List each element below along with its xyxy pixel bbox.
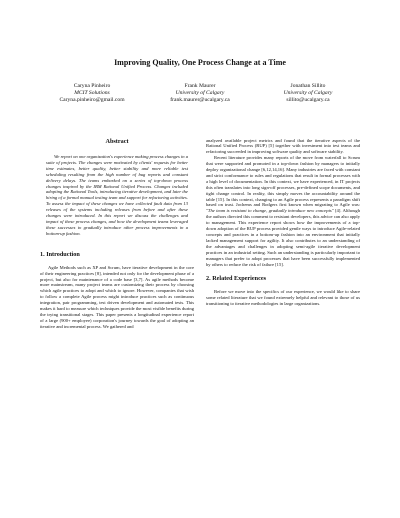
two-column-body: [40, 138, 360, 330]
introduction-paragraph: Agile Methods such as XP and Scrum, have iterative development in the core of their engineering practices [8], intended not only for the development phase of a project, but also for maintenance of a code base [3,7]. As agile methods become more mainstream, many project teams are customizing their process by choosing which agile practices to adopt and which to ignore. However, companies that wish to follow a complete Agile process might introduce practices such as continuous integration, pair programming, test driven development and automated tests. This makes it hard to measure which techniques provide the most visible benefits during the trying transitional stages. This paper presents a longitudinal experience report of a large (900+ employee) corporation's journey towards the goal of adopting an iterative and incremental process. We gathered and: [40, 264, 194, 329]
body-quote: "The team is resistant to change, gradually introduce new concepts": [206, 208, 334, 214]
body-paragraph: analyzed available project metrics and found that the iterative aspects of the Rational Unified Process (RUP) [5] together with investment into test teams and refactoring succeeded in improving software quality and software stability.: [206, 137, 360, 155]
body-text: [4]. Although the authors directed this comment to resistant developers, this advice can also apply to management. This experience report shows how the improvements of a top-down adoption of the RUP process provided gentle ways to introduce Agile-related concepts and practices in a bottom-up fashion into an environment that initially lacked management support for agility. It also contributes to an understanding of the advantages and challenges in adopting semi-agile iterative development practices in an industrial setting. Such an understanding is particularly important to managers that prefer to adopt processes that have been successfully implemented by others to reduce the risk of failure [15].: [206, 208, 360, 267]
author-block: [40, 83, 360, 104]
body-paragraph-with-quote: [206, 155, 360, 267]
author-name: Jonathan Sillito: [290, 83, 326, 89]
author-affiliation: University of Calgary: [283, 90, 333, 96]
author-1: [40, 83, 144, 104]
body-text: Recent literature provides many reports of the move from waterfall to Scrum that were supported and promoted in a top-down fashion by managers to initially deploy organizational change [6,12,14,16]. Many industries are faced with constant and strict conformance to rules and regulations that result in formal processes with a high level of documentation. In this context, we have experienced, in IT projects this often translates into long sign-off processes, pre-defined scope documents, and tight change control. In reality, this simply moves the accountability around the table [15]. In this context, changing to an Agile process represents a paradigm shift based on trust. Jochems and Rodgers first known when migrating to Agile was:: [206, 155, 360, 208]
author-affiliation: University of Calgary: [175, 90, 225, 96]
related-experiences-paragraph: Before we move into the specifics of our experience, we would like to share some related literature that we found extremely helpful and relevant to those of us transitioning to iterative methodologies in large organizations.: [206, 289, 360, 307]
author-2: [148, 83, 252, 104]
author-email: Caryna.pinheiro@gmail.com: [59, 97, 125, 103]
paper-title: Improving Quality, One Process Change at a Time: [114, 58, 286, 67]
introduction-heading: 1. Introduction: [40, 250, 80, 258]
author-affiliation: MCIT Solutions: [74, 90, 110, 96]
author-name: Caryna Pinheiro: [73, 83, 111, 89]
abstract-heading: Abstract: [105, 138, 129, 145]
abstract-text: We report on one organization's experience making process changes in a suite of projects. The changes were motivated by clients' requests for better time estimates, better quality, better stability and more reliable test scheduling resulting from the high number of bug reports and constant delivery delays. The teams embarked on a series of top-down process changes inspired by the IBM Rational Unified Process. Changes included adopting the Rational Tools, introducing iterative development, and later the hiring of a formal manual testing team and support for refactoring activities. To assess the impact of these changes we have collected fault data from 13 releases of the systems including releases from before and after these changes were introduced. In this report we discuss the challenges and impact of these process changes, and how the development teams leveraged these successes to gradually introduce other process improvements in a bottom-up fashion.: [46, 154, 188, 236]
author-name: Frank Maurer: [184, 83, 216, 89]
left-column: [40, 138, 194, 330]
right-column: [206, 138, 360, 330]
author-email: sillito@ucalgary.ca: [286, 97, 330, 103]
author-email: frank.maurer@ucalgary.ca: [170, 97, 230, 103]
related-experiences-heading: 2. Related Experiences: [206, 275, 266, 283]
author-3: [256, 83, 360, 104]
